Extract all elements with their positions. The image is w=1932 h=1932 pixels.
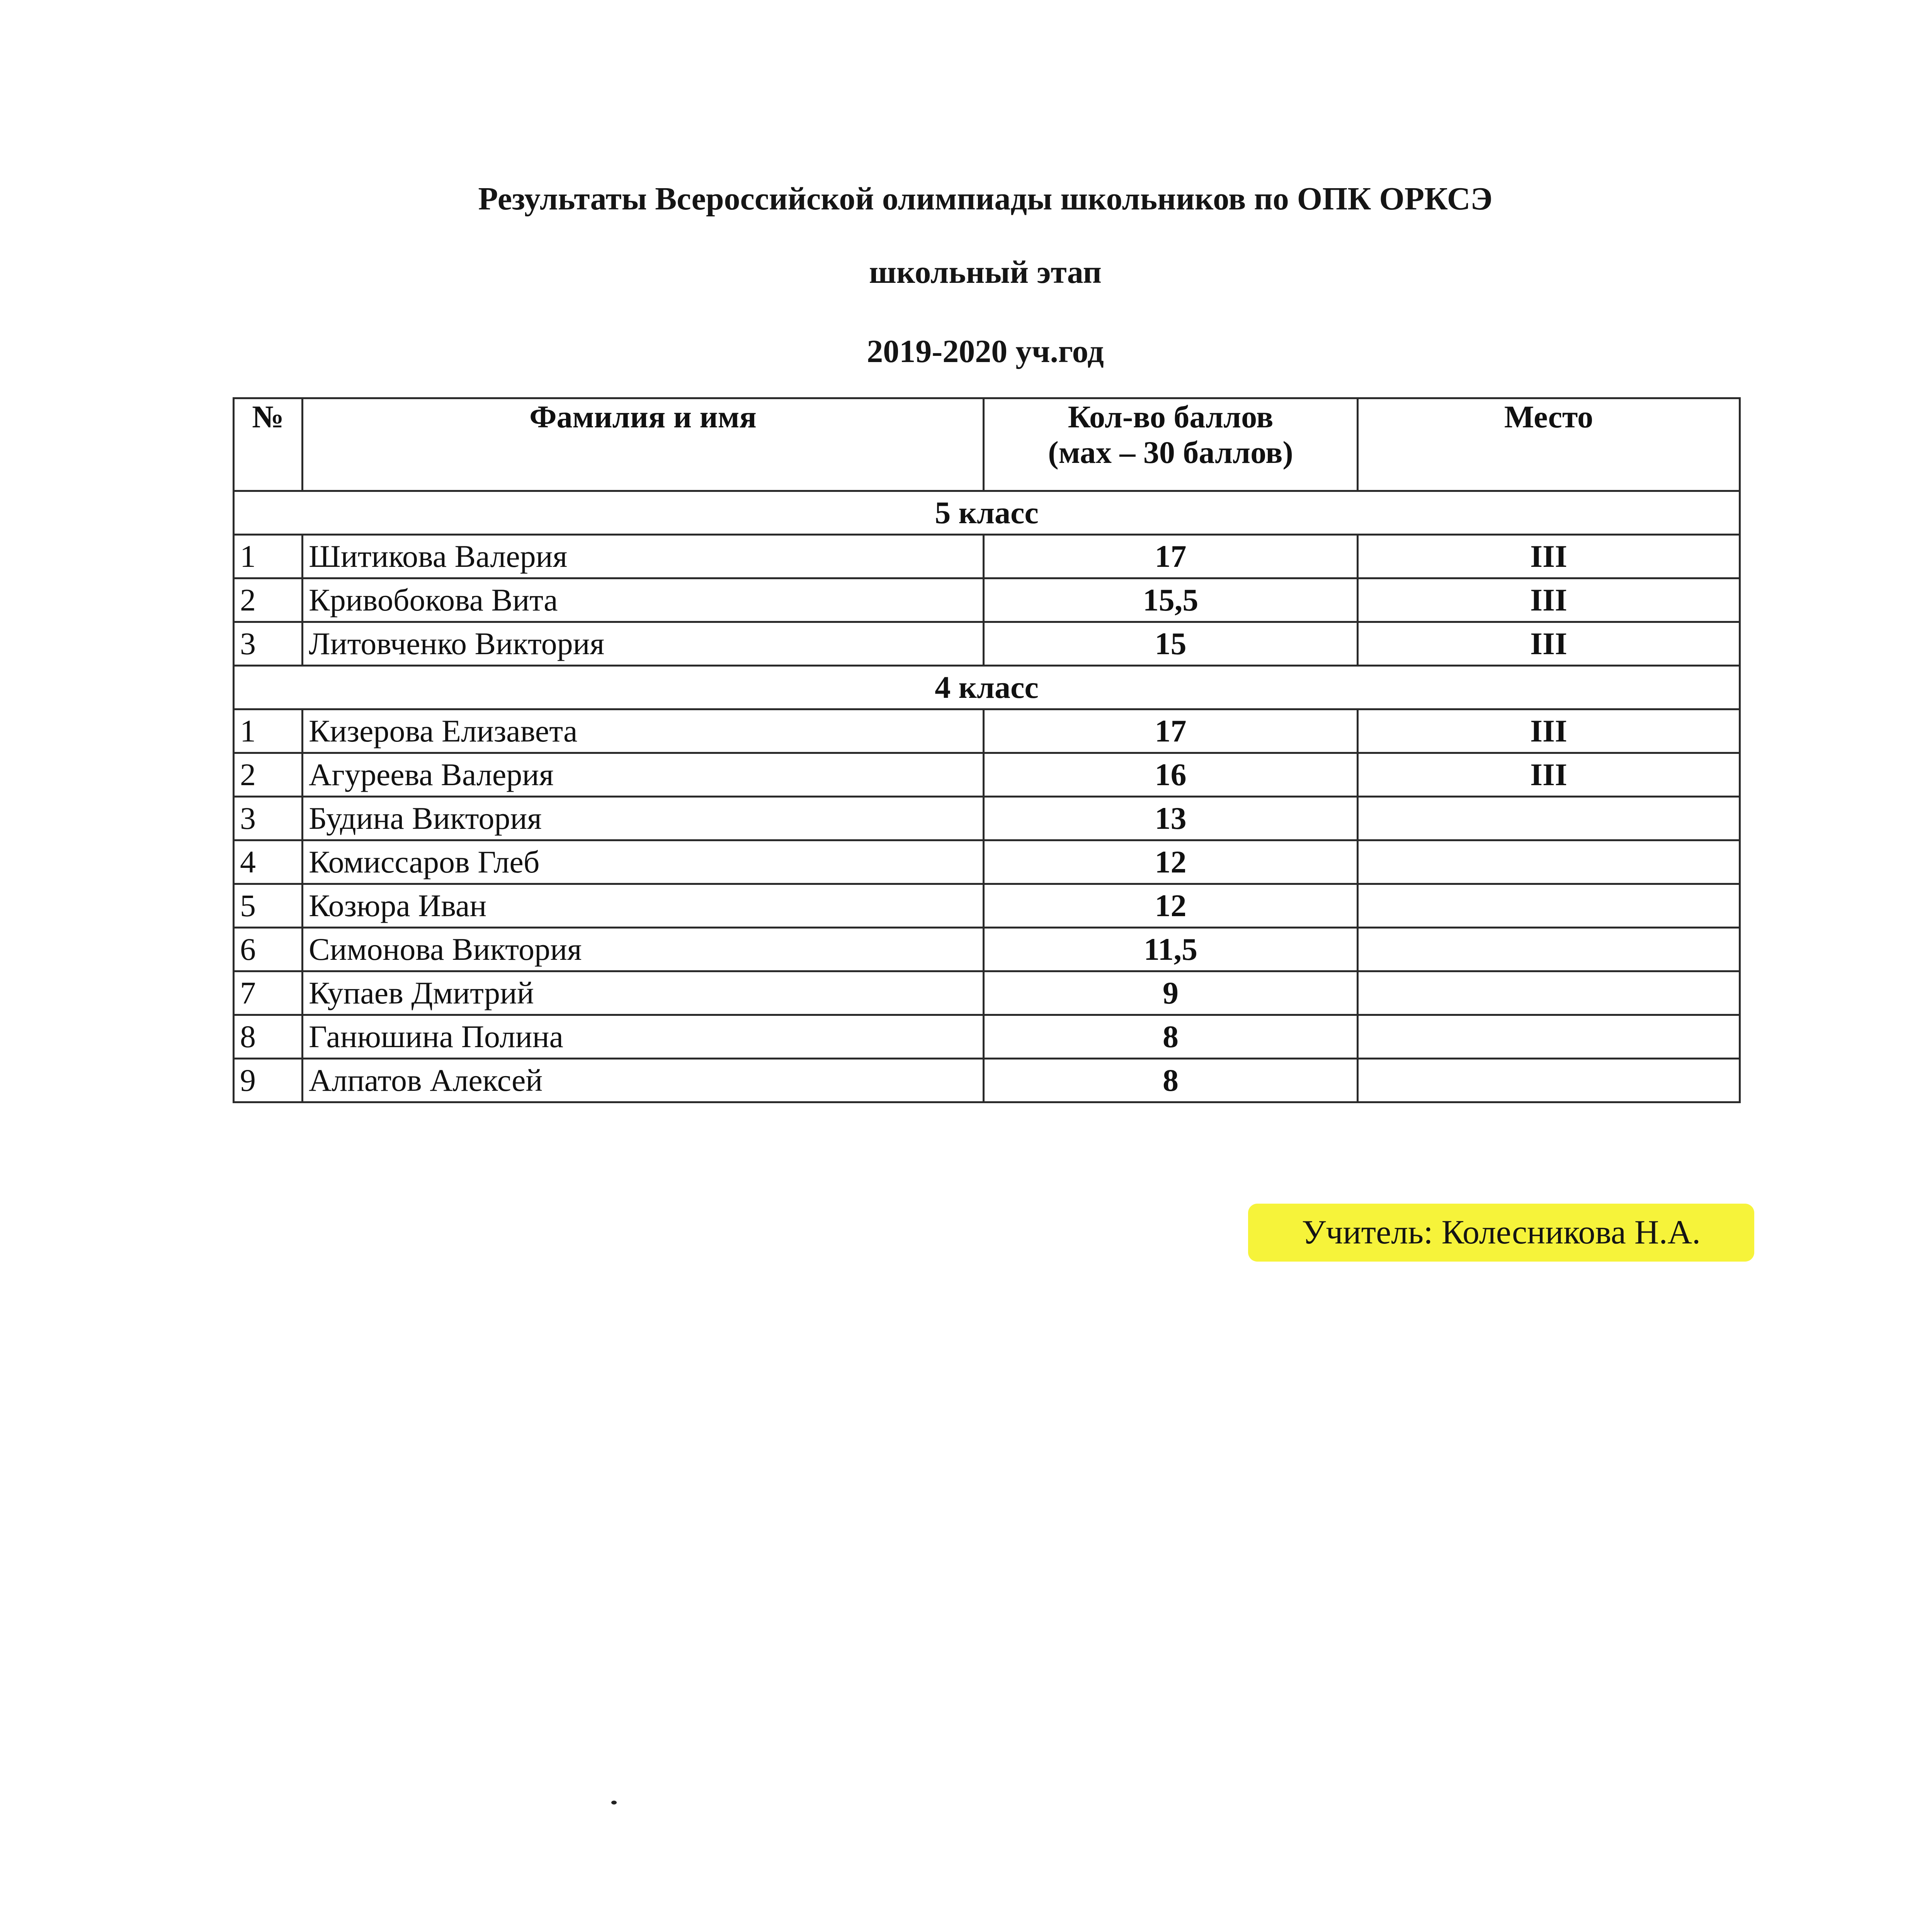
cell-num: 3 <box>234 622 303 666</box>
cell-score: 17 <box>984 709 1358 753</box>
cell-name: Шитикова Валерия <box>303 535 984 578</box>
cell-place <box>1358 971 1740 1015</box>
cell-score: 17 <box>984 535 1358 578</box>
table-row <box>234 797 1740 840</box>
cell-place: III <box>1358 535 1740 578</box>
cell-score: 12 <box>984 840 1358 884</box>
cell-place: III <box>1358 622 1740 666</box>
cell-score: 8 <box>984 1015 1358 1059</box>
cell-num: 7 <box>234 971 303 1015</box>
cell-score: 13 <box>984 797 1358 840</box>
cell-score: 11,5 <box>984 928 1358 971</box>
table-row <box>234 840 1740 884</box>
section-title: 5 класс <box>234 491 1740 535</box>
section-row <box>234 666 1740 709</box>
cell-score: 8 <box>984 1059 1358 1102</box>
cell-place <box>1358 840 1740 884</box>
cell-name: Алпатов Алексей <box>303 1059 984 1102</box>
cell-place <box>1358 797 1740 840</box>
table-row <box>234 884 1740 928</box>
cell-score: 12 <box>984 884 1358 928</box>
cell-name: Кизерова Елизавета <box>303 709 984 753</box>
cell-name: Козюра Иван <box>303 884 984 928</box>
document-title: Результаты Всероссийской олимпиады школьников по ОПК ОРКСЭ <box>478 181 1493 217</box>
cell-num: 6 <box>234 928 303 971</box>
header-score-line1: Кол-во баллов <box>1068 399 1274 434</box>
header-num: № <box>234 398 303 491</box>
cell-num: 1 <box>234 535 303 578</box>
cell-name: Комиссаров Глеб <box>303 840 984 884</box>
cell-name: Купаев Дмитрий <box>303 971 984 1015</box>
table-row <box>234 578 1740 622</box>
document-year: 2019-2020 уч.год <box>867 333 1104 369</box>
table-row <box>234 535 1740 578</box>
cell-place <box>1358 1059 1740 1102</box>
section-row <box>234 491 1740 535</box>
cell-name: Симонова Виктория <box>303 928 984 971</box>
table-header-row <box>234 398 1740 491</box>
results-table <box>233 397 1741 1103</box>
cell-place <box>1358 928 1740 971</box>
cell-num: 8 <box>234 1015 303 1059</box>
table-row <box>234 753 1740 797</box>
cell-num: 1 <box>234 709 303 753</box>
table-row <box>234 971 1740 1015</box>
cell-name: Ганюшина Полина <box>303 1015 984 1059</box>
document-subtitle: школьный этап <box>869 254 1102 290</box>
cell-place: III <box>1358 753 1740 797</box>
header-place: Место <box>1358 398 1740 491</box>
cell-score: 15,5 <box>984 578 1358 622</box>
cell-name: Агуреева Валерия <box>303 753 984 797</box>
cell-score: 16 <box>984 753 1358 797</box>
header-score-line2: (мах – 30 баллов) <box>1048 435 1293 470</box>
cell-num: 5 <box>234 884 303 928</box>
cell-place <box>1358 1015 1740 1059</box>
cell-place: III <box>1358 709 1740 753</box>
cell-place <box>1358 884 1740 928</box>
teacher-signature-line: Учитель: Колесникова Н.А. <box>1248 1204 1754 1262</box>
scan-speck <box>611 1801 617 1804</box>
header-score <box>984 398 1358 491</box>
cell-score: 15 <box>984 622 1358 666</box>
cell-num: 2 <box>234 578 303 622</box>
table-row <box>234 1015 1740 1059</box>
cell-score: 9 <box>984 971 1358 1015</box>
table-row <box>234 928 1740 971</box>
table-row <box>234 709 1740 753</box>
cell-name: Литовченко Виктория <box>303 622 984 666</box>
table-row <box>234 622 1740 666</box>
cell-name: Будина Виктория <box>303 797 984 840</box>
header-name: Фамилия и имя <box>303 398 984 491</box>
table-row <box>234 1059 1740 1102</box>
section-title: 4 класс <box>234 666 1740 709</box>
cell-num: 4 <box>234 840 303 884</box>
cell-name: Кривобокова Вита <box>303 578 984 622</box>
cell-num: 2 <box>234 753 303 797</box>
cell-place: III <box>1358 578 1740 622</box>
cell-num: 9 <box>234 1059 303 1102</box>
cell-num: 3 <box>234 797 303 840</box>
